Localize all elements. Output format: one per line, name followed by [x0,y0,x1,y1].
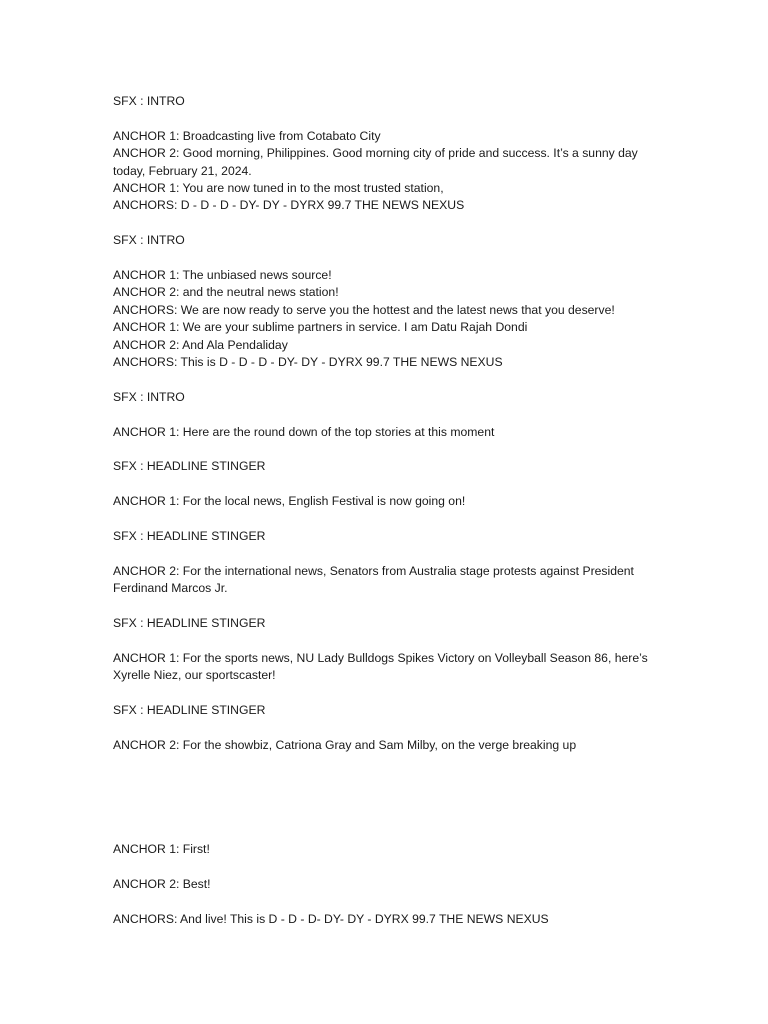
sfx-cue: SFX : INTRO [113,94,185,108]
anchor-line: ANCHOR 1: For the local news, English Festival is now going on! [113,494,466,509]
paragraph-gap [113,110,658,127]
anchor-line: ANCHOR 2: Best! [113,877,211,892]
sfx-cue: SFX : HEADLINE STINGER [113,459,266,474]
sfx-cue: SFX : HEADLINE STINGER [113,529,266,544]
paragraph-gap [113,215,658,232]
paragraph-gap [113,371,658,388]
paragraph-gap [113,511,658,528]
paragraph-gap [113,893,658,910]
anchor-line: ANCHOR 2: And Ala Pendaliday [113,337,288,352]
anchor-line: ANCHOR 1: Here are the round down of the top stories at this moment [113,424,495,439]
paragraph-gap [113,685,658,702]
paragraph-gap [113,859,658,876]
anchor-line: ANCHOR 1: The unbiased news source! [113,268,332,283]
script-body [113,93,658,928]
sfx-cue: SFX : INTRO [113,233,185,248]
sfx-cue: SFX : INTRO [113,389,185,404]
paragraph-gap [113,824,658,841]
anchors-line: ANCHORS: This is D - D - D - DY- DY - DYRX 99.7 THE NEWS NEXUS [113,355,503,370]
sfx-cue: SFX : HEADLINE STINGER [113,703,266,718]
paragraph-gap [113,598,658,615]
paragraph-gap [113,476,658,493]
anchor-line: ANCHOR 2: Good morning, Philippines. Good morning city of pride and success. It’s a sunny day today, February 21, 2024. [113,146,638,178]
anchor-line: ANCHOR 1: First! [113,842,210,857]
paragraph-gap [113,406,658,423]
sfx-cue: SFX : HEADLINE STINGER [113,616,266,631]
anchor-line: ANCHOR 1: You are now tuned in to the most trusted station, [113,181,444,196]
anchors-line: ANCHORS: D - D - D - DY- DY - DYRX 99.7 THE NEWS NEXUS [113,198,465,213]
anchor-line: ANCHOR 2: and the neutral news station! [113,285,339,300]
paragraph-gap [113,719,658,736]
anchor-line: ANCHOR 1: Broadcasting live from Cotabato City [113,128,381,143]
anchor-line: ANCHOR 2: For the international news, Senators from Australia stage protests against President Ferdinand Marcos Jr. [113,563,634,596]
anchors-line: ANCHORS: We are now ready to serve you the hottest and the latest news that you deserve! [113,302,615,317]
paragraph-gap [113,441,658,458]
paragraph-gap [113,250,658,267]
section-gap [113,754,658,824]
anchor-line: ANCHOR 1: For the sports news, NU Lady Bulldogs Spikes Victory on Volleyball Season 86, here’s Xyrelle Niez, our sportscaster! [113,650,648,683]
anchor-line: ANCHOR 2: For the showbiz, Catriona Gray and Sam Milby, on the verge breaking up [113,737,577,752]
anchors-line: ANCHORS: And live! This is D - D - D- DY- DY - DYRX 99.7 THE NEWS NEXUS [113,911,549,926]
anchor-line: ANCHOR 1: We are your sublime partners in service. I am Datu Rajah Dondi [113,320,528,335]
paragraph-gap [113,545,658,562]
paragraph-gap [113,632,658,649]
